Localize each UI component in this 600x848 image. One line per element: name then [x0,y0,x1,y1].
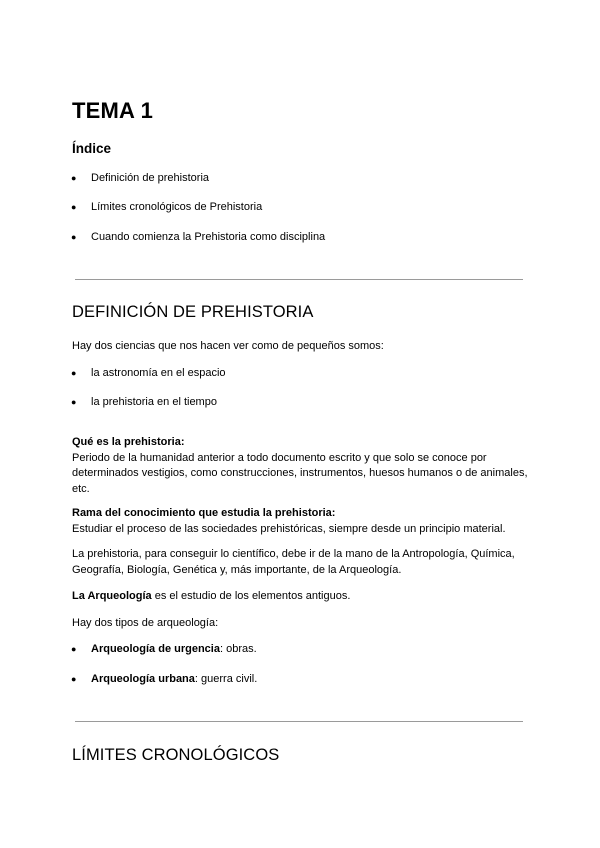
section-heading-definicion: DEFINICIÓN DE PREHISTORIA [72,303,314,321]
relacion-paragraph: La prehistoria, para conseguir lo científico, debe ir de la mano de la Antropología, Química, Geografía, Biología, Genética y, más importante, de la Arqueología. [72,548,515,576]
bullet-icon: ● [71,397,77,407]
section-divider [75,279,523,280]
rama-block [72,506,528,537]
arqueologia-definition: es el estudio de los elementos antiguos. [151,590,351,602]
que-es-text: Periodo de la humanidad anterior a todo documento escrito y que solo se conoce por determinados vestigios, como construcciones, instrumentos, huesos humanos o de animales, etc. [72,451,528,495]
bullet-icon: ● [71,173,77,183]
section-divider [75,721,523,722]
arqueologia-paragraph [72,589,528,605]
bullet-icon: ● [71,674,77,684]
index-item: ● Límites cronológicos de Prehistoria [71,201,263,213]
section-heading-limites: LÍMITES CRONOLÓGICOS [72,746,280,764]
que-es-block [72,435,528,497]
bullet-icon: ● [71,232,77,242]
definicion-bullet: ● la astronomía en el espacio [71,367,226,379]
rama-label: Rama del conocimiento que estudia la prehistoria: [72,507,336,519]
tipos-intro: Hay dos tipos de arqueología: [72,617,219,629]
definicion-bullet: ● la prehistoria en el tiempo [71,396,217,408]
tipo-arqueologia-item: ● Arqueología urbana: guerra civil. [71,673,258,685]
tipo-arqueologia-item: ● Arqueología de urgencia: obras. [71,643,257,655]
rama-text: Estudiar el proceso de las sociedades prehistóricas, siempre desde un principio material. [72,522,506,535]
index-item: ● Definición de prehistoria [71,172,210,184]
definicion-intro: Hay dos ciencias que nos hacen ver como de pequeños somos: [72,340,384,352]
bullet-icon: ● [71,644,77,654]
que-es-label: Qué es la prehistoria: [72,436,185,448]
index-heading: Índice [72,141,112,156]
bullet-icon: ● [71,368,77,378]
bullet-icon: ● [71,202,77,212]
index-item: ● Cuando comienza la Prehistoria como disciplina [71,231,326,243]
arqueologia-term: La Arqueología [72,590,152,602]
page-title: TEMA 1 [72,98,154,123]
